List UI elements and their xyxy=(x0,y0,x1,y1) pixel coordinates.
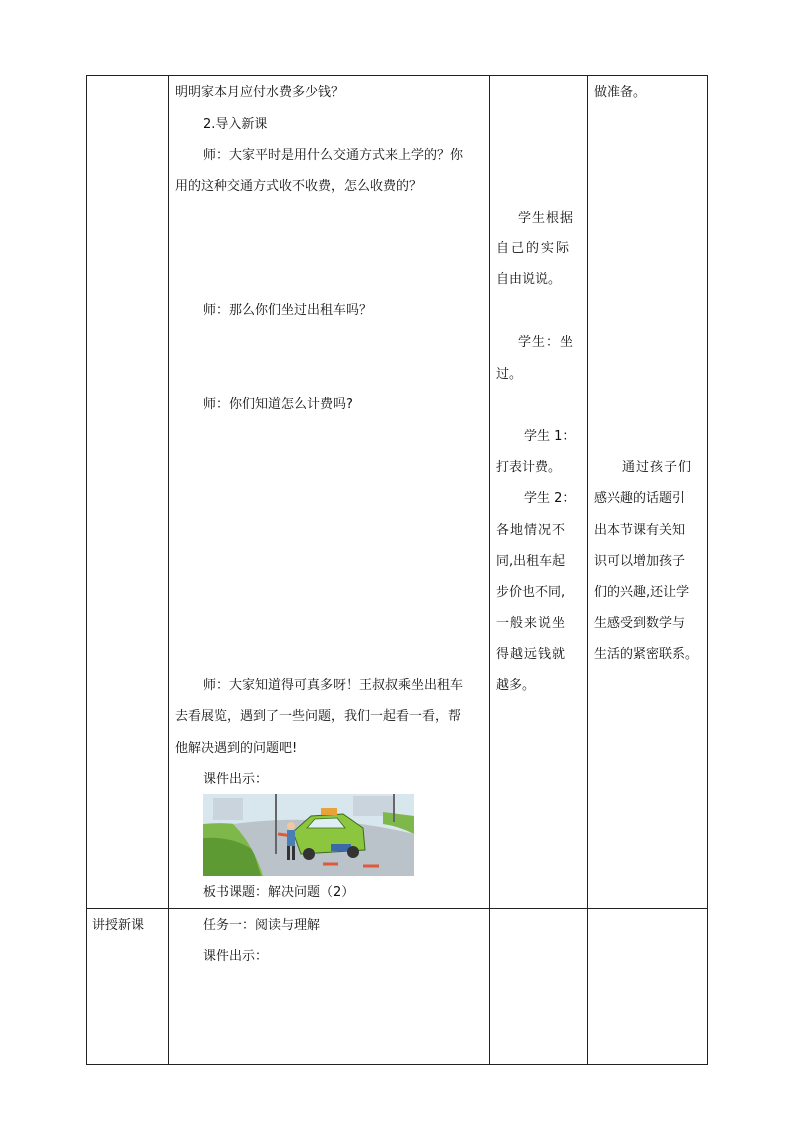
task-heading: 任务一：阅读与理解 xyxy=(203,918,321,933)
intent-text: 感兴趣的话题引 xyxy=(594,491,686,506)
student-text: 步价也不同, xyxy=(496,585,566,600)
student-text: 各地情况不 xyxy=(496,523,567,538)
table-top-border xyxy=(86,75,708,76)
table-left-border xyxy=(86,75,87,1065)
text-line: 师：大家平时是用什么交通方式来上学的？你 xyxy=(203,148,464,163)
student-text: 自己的实际 xyxy=(496,241,572,256)
intent-text: 出本节课有关知 xyxy=(594,523,686,538)
student-text: 得越远钱就 xyxy=(496,647,567,662)
text-line: 课件出示： xyxy=(203,949,269,964)
student-text: 学生根据 xyxy=(518,211,575,226)
student-text: 自由说说。 xyxy=(496,272,562,287)
text-line: 课件出示： xyxy=(203,772,269,787)
board-title: 板书课题：解决问题（2） xyxy=(203,885,355,900)
text-line: 明明家本月应付水费多少钱？ xyxy=(175,85,345,100)
student-text: 学生：坐 xyxy=(518,335,575,350)
student-text: 学生 1： xyxy=(524,429,576,444)
col-divider-3 xyxy=(587,75,588,1065)
student-text: 同,出租车起 xyxy=(496,554,566,569)
student-text: 过。 xyxy=(496,367,523,382)
text-line: 师：那么你们坐过出租车吗？ xyxy=(203,303,373,318)
text-line: 用的这种交通方式收不收费，怎么收费的？ xyxy=(175,179,423,194)
text-line: 师：大家知道得可真多呀！王叔叔乘坐出租车 xyxy=(203,678,464,693)
table-right-border xyxy=(707,75,708,1065)
student-text: 打表计费。 xyxy=(496,460,562,475)
text-line: 去看展览，遇到了一些问题，我们一起看一看，帮 xyxy=(175,709,462,724)
text-line: 他解决遇到的问题吧! xyxy=(175,741,298,756)
table-bottom-border xyxy=(86,1064,708,1065)
intent-text: 通过孩子们 xyxy=(622,460,693,475)
col-divider-2 xyxy=(489,75,490,1065)
taxi-illustration xyxy=(203,794,414,876)
row-label: 讲授新课 xyxy=(92,918,145,933)
student-text: 越多。 xyxy=(496,678,536,693)
taxi-scene-image xyxy=(203,794,414,876)
intent-text: 识可以增加孩子 xyxy=(594,554,686,569)
intent-text: 做准备。 xyxy=(594,85,647,100)
intent-text: 生活的紧密联系。 xyxy=(594,647,699,662)
intent-text: 生感受到数学与 xyxy=(594,616,686,631)
student-text: 学生 2： xyxy=(524,491,576,506)
section-heading: 2.导入新课 xyxy=(203,117,268,132)
col-divider-1 xyxy=(168,75,169,1065)
student-text: 一般来说坐 xyxy=(496,616,567,631)
row-divider xyxy=(86,908,708,909)
text-line: 师：你们知道怎么计费吗? xyxy=(203,397,353,412)
intent-text: 们的兴趣,还让学 xyxy=(594,585,690,600)
